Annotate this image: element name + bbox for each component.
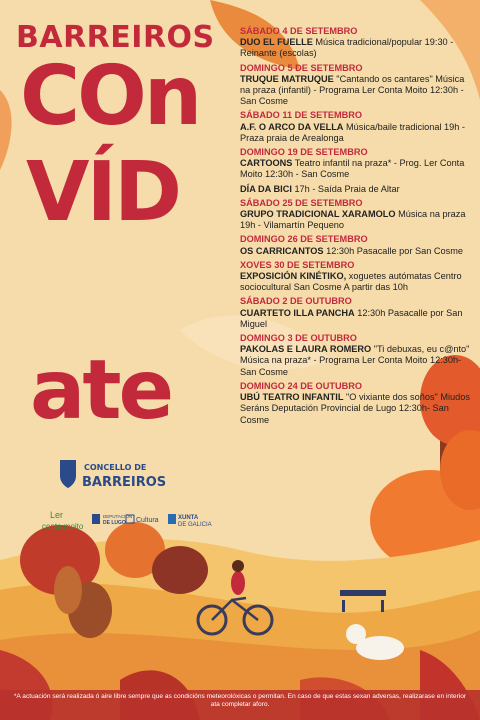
event-title: CUARTETO ILLA PANCHA: [240, 307, 355, 318]
event-desc: "O vixiante dos soños" Miudos Seráns Deputación Provincial de Lugo 12:30h- San Cosme: [240, 392, 470, 425]
deputacion-lugo: DE LUGO: [103, 520, 126, 526]
concello-label: CONCELLO DE: [84, 463, 147, 472]
event-title: PAKOLAS E LAURA ROMERO: [240, 344, 372, 355]
bench-leg: [381, 600, 384, 612]
event-title: CARTOONS: [240, 158, 293, 169]
event-item: [240, 260, 472, 294]
xunta-icon: [168, 514, 176, 524]
xunta-label: XUNTA: [178, 515, 199, 521]
bush: [152, 546, 208, 594]
deputacion-shield-icon: [92, 514, 100, 524]
event-title: UBÚ TEATRO INFANTIL: [240, 392, 344, 403]
footnote: *A actuación será realizada ó aire libre sempre que as condicións meteorolóxicas o permitan. En caso de que estas sexan adversas, realizarase en interior ata completar aforo.: [13, 693, 467, 708]
event-date: DOMINGO 3 DE OUTUBRO: [240, 333, 357, 344]
bench: [340, 590, 386, 596]
event-desc: 12:30h Pasacalle por San Miguel: [240, 307, 463, 329]
deputacion-label: DEPUTACIÓN: [103, 514, 133, 519]
event-desc: Música na praza 19h - Vilamartín Pequeno: [240, 209, 466, 231]
cyclist: [231, 571, 245, 595]
event-date: XOVES 30 DE SETEMBRO: [240, 259, 355, 270]
squirrel-tail: [54, 566, 82, 614]
event-desc: xoguetes autómatas Centro sociocultural San Cosme A partir das 10h: [240, 271, 462, 293]
event-item: [240, 184, 472, 195]
event-desc: 12:30h Pasacalle por San Cosme: [323, 245, 463, 256]
event-item: [240, 63, 472, 108]
coat-of-arms-icon: [60, 460, 76, 488]
event-item: [240, 110, 472, 144]
event-item: [240, 147, 472, 181]
title-word-2: VÍD: [26, 145, 180, 240]
ler-conta-moito-logo: [42, 510, 84, 531]
galicia-label: DE GALICIA: [178, 522, 212, 528]
xunta-galicia-logo: [168, 514, 212, 528]
ler-label: Ler: [50, 510, 64, 520]
event-desc: Teatro infantil na praza* - Prog. Ler Conta Moito 12:30h - San Cosme: [240, 158, 465, 180]
bench-leg: [342, 600, 345, 612]
event-item: [240, 26, 472, 60]
event-title: TRUQUE MATRUQUE: [240, 73, 334, 84]
event-desc: Música/baile tradicional 19h - Praza praia de Arealonga: [240, 121, 465, 143]
event-date: DOMINGO 5 DE SETEMBRO: [240, 62, 363, 73]
event-item: [240, 198, 472, 232]
event-date: DOMINGO 19 DE SETEMBRO: [240, 147, 368, 158]
event-date: SÁBADO 4 DE SETEMBRO: [240, 26, 358, 36]
event-item: [240, 234, 472, 256]
concello-barreiros-logo: [60, 460, 166, 490]
event-item: [240, 333, 472, 378]
event-title: OS CARRICANTOS: [240, 245, 324, 256]
event-date: SÁBADO 2 DE OUTUBRO: [240, 296, 352, 307]
event-desc: 17h - Saída Praia de Altar: [291, 183, 400, 194]
conta-moito-label: conta moito: [42, 522, 84, 531]
event-date: DOMINGO 26 DE SETEMBRO: [240, 234, 368, 245]
brand-title: BARREIROS: [16, 20, 215, 55]
title-word-1: COn: [20, 49, 200, 144]
event-date: SÁBADO 25 DE SETEMBRO: [240, 197, 363, 208]
cyclist-head: [232, 560, 244, 572]
event-desc: Música tradicional/popular 19:30 - Reinante (escolas): [240, 37, 454, 59]
event-title: A.F. O ARCO DA VELLA: [240, 121, 344, 132]
sponsor-logos: [12, 456, 242, 536]
event-title: EXPOSICIÓN KINÉTIKO,: [240, 271, 347, 282]
event-title: DÍA DA BICI: [240, 183, 292, 194]
cultura-label: Cultura: [136, 517, 159, 524]
event-desc: "Ti debuxas, eu c@nto" Música na praza* - Programa Ler Conta Moito 12:30h- San Cosme: [240, 344, 470, 377]
event-date: SÁBADO 11 DE SETEMBRO: [240, 110, 363, 121]
concello-name: BARREIROS: [82, 475, 167, 490]
event-item: [240, 296, 472, 330]
leaf: [0, 90, 12, 170]
event-date: DOMINGO 24 DE OUTUBRO: [240, 380, 362, 391]
event-title: GRUPO TRADICIONAL XARAMOLO: [240, 209, 396, 220]
event-desc: "Cantando os cantares" Música na praza (infantil) - Programa Ler Conta Moito 12:30h - San Cosme: [240, 73, 465, 107]
event-schedule: [240, 26, 472, 429]
event-item: [240, 381, 472, 426]
event-title: DUO EL FUELLE: [240, 37, 313, 48]
dog-head: [346, 624, 366, 644]
title-word-3: ate: [30, 343, 172, 438]
